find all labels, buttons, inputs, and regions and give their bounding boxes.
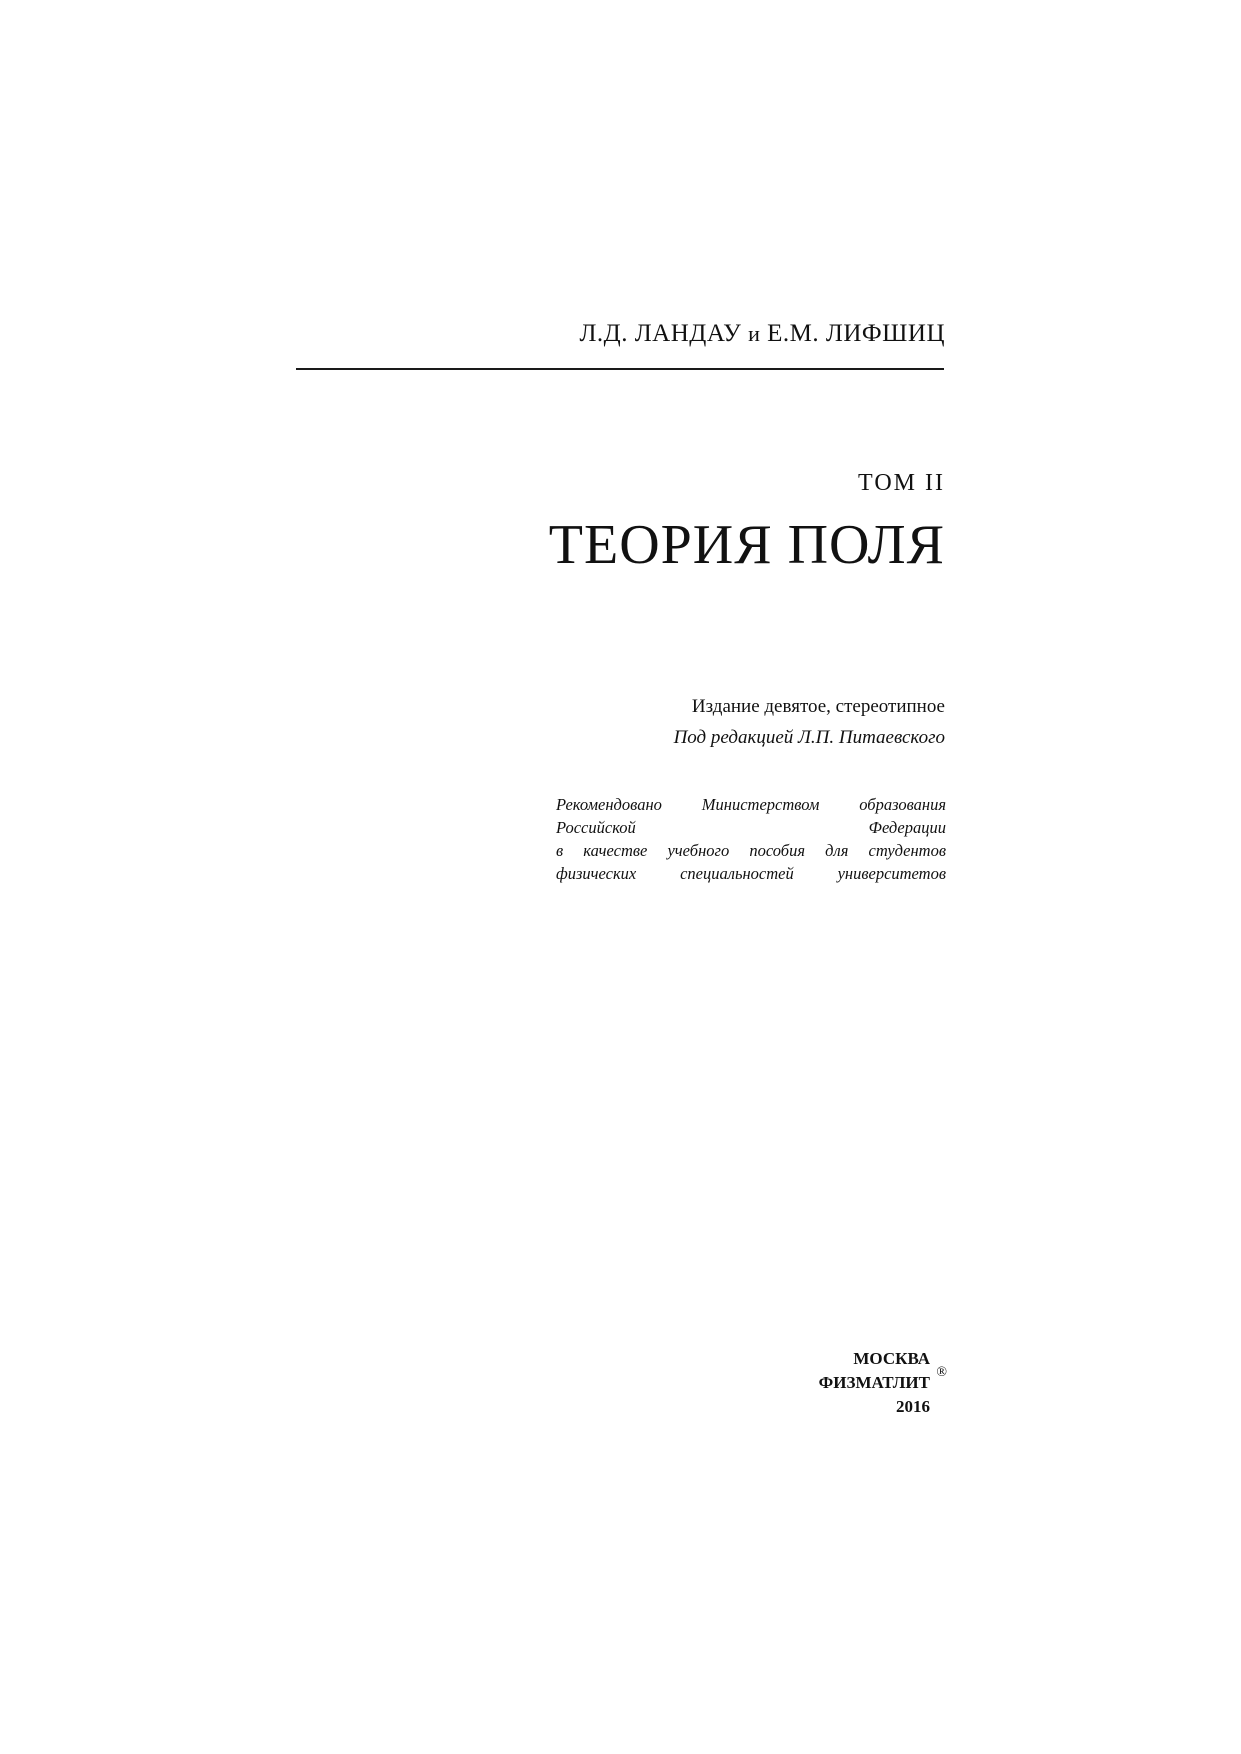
recommendation-block [556, 793, 946, 885]
authors-line [579, 320, 945, 348]
recommendation-line: Российской Федерации [556, 818, 946, 837]
recommendation-line: физических специальностей университетов [556, 864, 946, 883]
publisher-name: ФИЗМАТЛИТ [818, 1373, 930, 1392]
publisher-city: МОСКВА [853, 1349, 930, 1368]
publisher-name-line [790, 1365, 947, 1395]
volume-label: ТОМ II [858, 470, 945, 496]
edition-note: Издание девятое, стереотипное [691, 696, 945, 717]
registered-trademark-icon: ® [936, 1365, 947, 1380]
publisher-block [790, 1347, 947, 1419]
header-rule [296, 368, 944, 370]
recommendation-line: Рекомендовано Министерством образования [556, 795, 946, 814]
book-title: ТЕОРИЯ ПОЛЯ [548, 514, 945, 576]
author-lifshitz: Е.М. ЛИФШИЦ [767, 320, 945, 347]
editor-note: Под редакцией Л.П. Питаевского [673, 727, 945, 748]
authors-conjunction: и [748, 321, 761, 346]
publication-year: 2016 [896, 1397, 930, 1416]
recommendation-line: в качестве учебного пособия для студентов [556, 841, 946, 860]
author-landau: Л.Д. ЛАНДАУ [579, 320, 742, 347]
